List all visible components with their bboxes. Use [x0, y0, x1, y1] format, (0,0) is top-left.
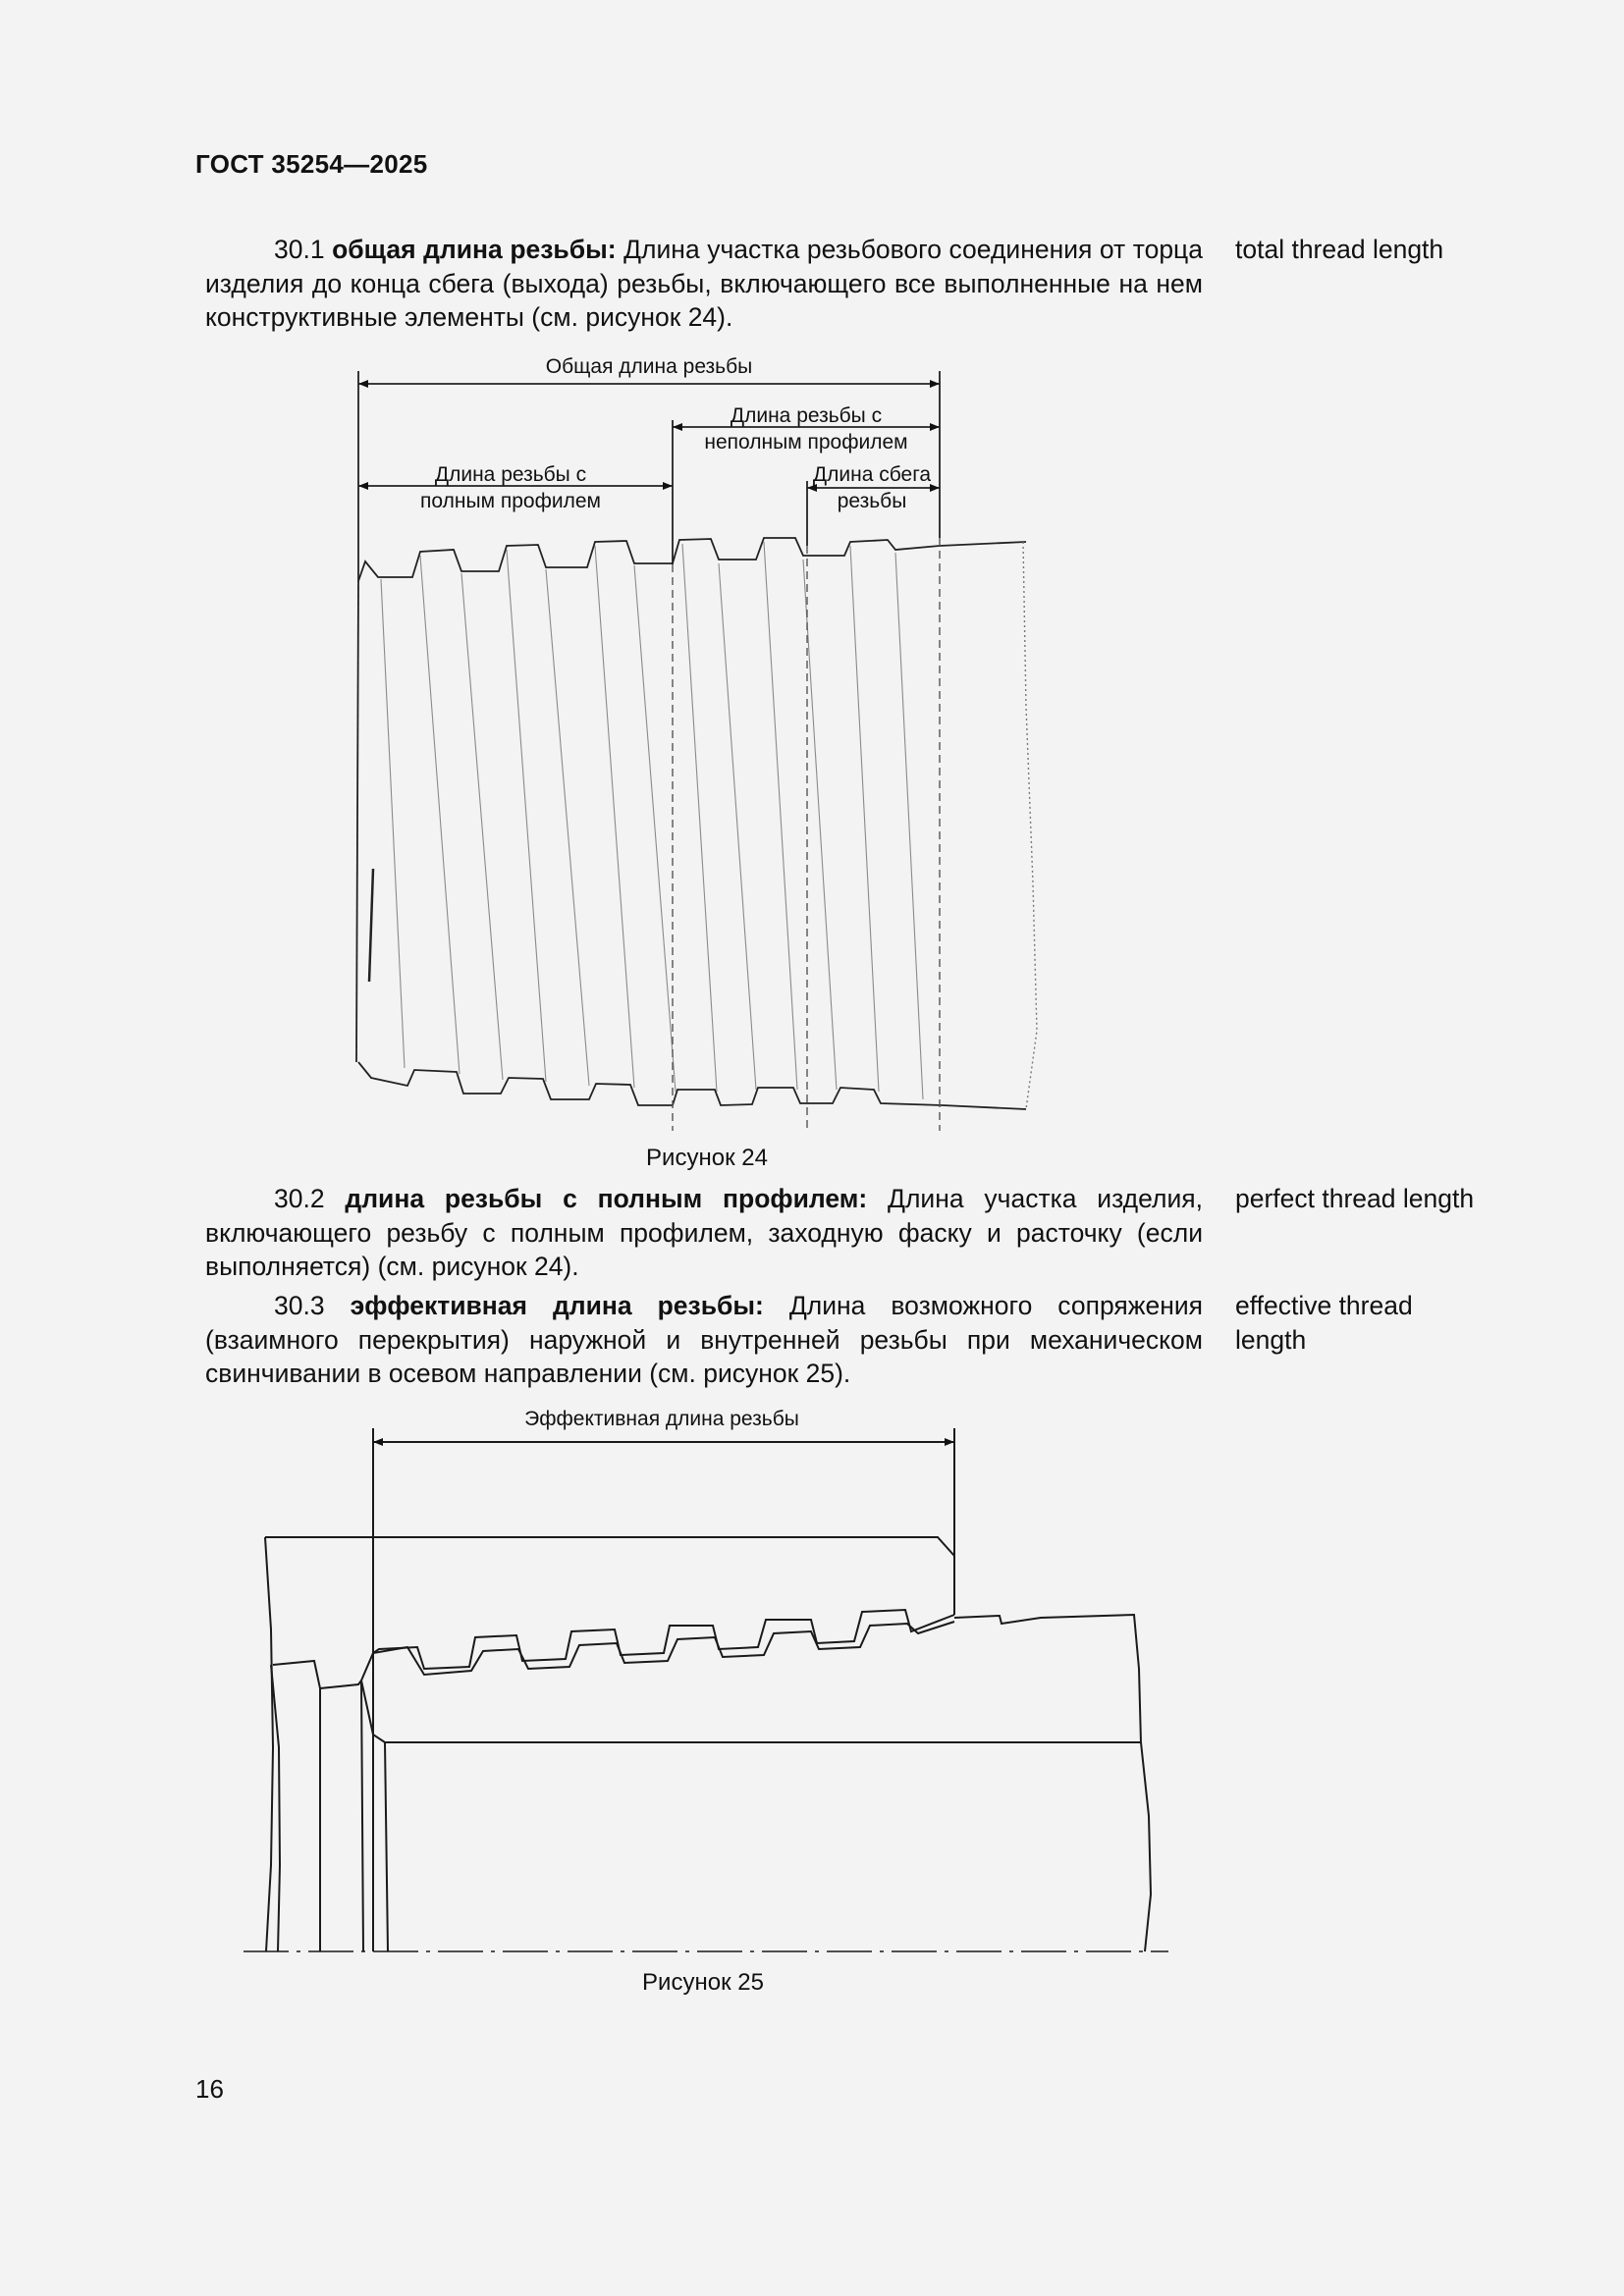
en-term-line-2: length — [1235, 1324, 1307, 1355]
en-term-line-1: effective thread — [1235, 1291, 1413, 1320]
page-number: 16 — [195, 2074, 224, 2104]
label-effective-length: Эффективная длина резьбы — [524, 1408, 799, 1430]
label-incomplete-profile-2: неполным профилем — [704, 431, 908, 454]
internal-thread-profile — [373, 1610, 954, 1669]
figure-25-caption: Рисунок 25 — [642, 1969, 764, 1996]
en-term-30-2: perfect thread length — [1235, 1184, 1475, 1213]
section-term: эффективная длина резьбы: — [350, 1291, 764, 1320]
section-definition: Длина участка изделия, включающего резьбу с полным профилем, заходную фаску и расточку (если выполняется) (см. рисунок 24). — [205, 1184, 1203, 1281]
document-code: ГОСТ 35254—2025 — [195, 149, 428, 179]
section-number: 30.3 — [274, 1291, 325, 1320]
label-incomplete-profile-1: Длина резьбы с — [730, 404, 883, 427]
section-definition: Длина возможного сопряжения (взаимного перекрытия) наружной и внутренней резьбы при механическом свинчивании в осевом направлении (см. рисунок 25). — [205, 1291, 1203, 1388]
label-full-profile-1: Длина резьбы с — [434, 463, 587, 486]
label-runout-2: резьбы — [837, 490, 907, 512]
label-total-length: Общая длина резьбы — [545, 355, 753, 378]
en-term-30-1: total thread length — [1235, 235, 1444, 264]
coupling-outline — [265, 1537, 954, 1615]
section-number: 30.2 — [274, 1184, 325, 1213]
section-term: общая длина резьбы: — [332, 235, 617, 264]
label-runout-1: Длина сбега — [812, 463, 932, 486]
section-number: 30.1 — [274, 235, 325, 264]
section-term: длина резьбы с полным профилем: — [345, 1184, 868, 1213]
section-definition: Длина участка резьбового соединения от торца изделия до конца сбега (выхода) резьбы, включающего все выполненные на нем конструктивные элементы (см. рисунок 24). — [205, 235, 1203, 332]
label-full-profile-2: полным профилем — [420, 490, 601, 512]
figure-24-caption: Рисунок 24 — [646, 1145, 768, 1171]
